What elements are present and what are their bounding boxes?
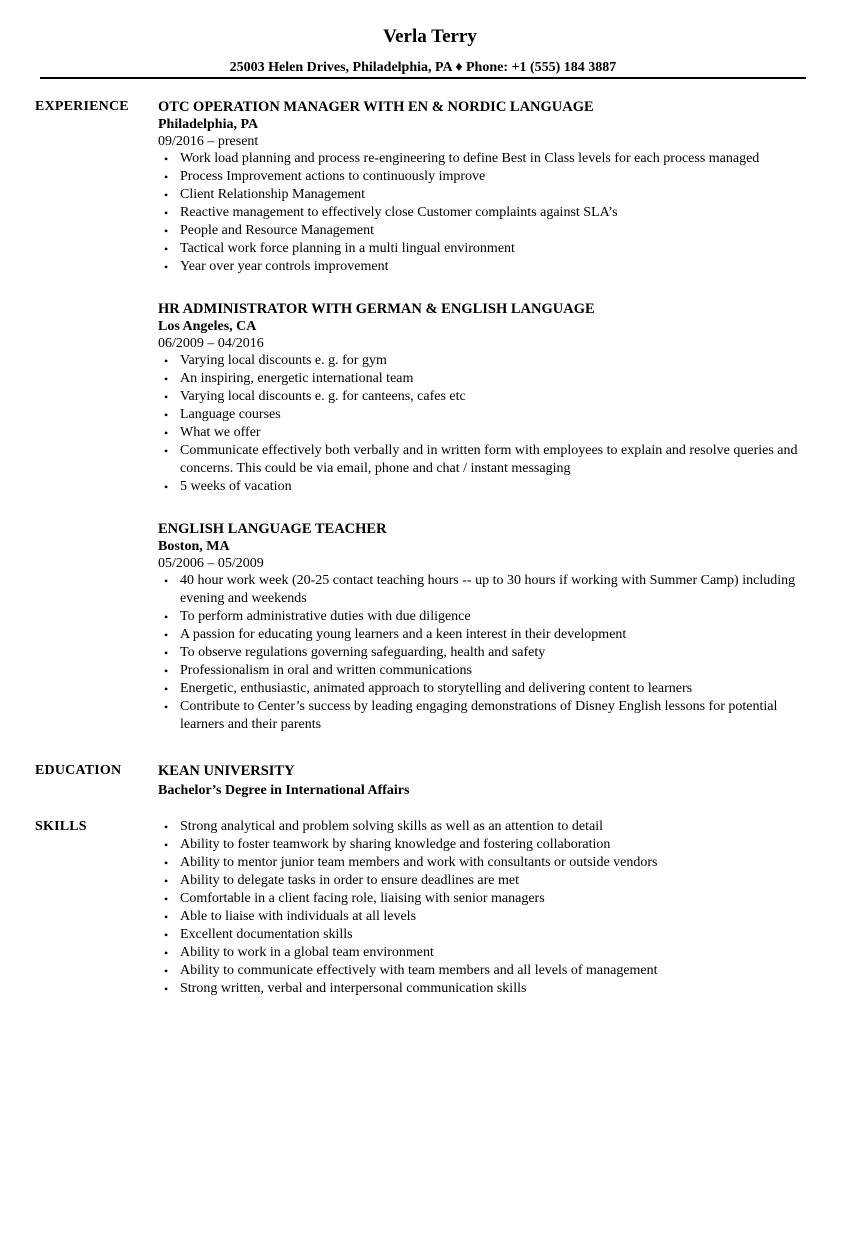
list-item: • A passion for educating young learners and a keen interest in their development [158, 626, 818, 644]
list-item: • Tactical work force planning in a multi lingual environment [158, 240, 818, 258]
degree-name: Bachelor’s Degree in International Affairs [158, 783, 410, 798]
list-item: • Contribute to Center’s success by leading engaging demonstrations of Disney English lessons for potential learners and their parents [158, 698, 818, 734]
job-bullets [158, 352, 818, 496]
job-bullets [158, 150, 818, 276]
list-item: • Energetic, enthusiastic, animated approach to storytelling and delivering content to learners [158, 680, 818, 698]
list-item: • What we offer [158, 424, 818, 442]
list-item: • Excellent documentation skills [158, 926, 818, 944]
list-item: • Language courses [158, 406, 818, 424]
list-item: • Work load planning and process re-engineering to define Best in Class levels for each process managed [158, 150, 818, 168]
experience-heading: EXPERIENCE [35, 99, 129, 114]
list-item: • Professionalism in oral and written communications [158, 662, 818, 680]
list-item: • Ability to foster teamwork by sharing knowledge and fostering collaboration [158, 836, 818, 854]
education-heading: EDUCATION [35, 763, 122, 778]
job-title: HR ADMINISTRATOR WITH GERMAN & ENGLISH LANGUAGE [158, 301, 595, 317]
header-divider [40, 77, 806, 79]
education-content [158, 762, 818, 800]
list-item: • Varying local discounts e. g. for gym [158, 352, 818, 370]
job-entry [158, 98, 818, 276]
job-location: Los Angeles, CA [158, 319, 257, 334]
job-entry [158, 300, 818, 496]
job-entry [158, 520, 818, 734]
skills-content [158, 818, 818, 998]
list-item: • Client Relationship Management [158, 186, 818, 204]
school-name: KEAN UNIVERSITY [158, 763, 295, 779]
list-item: • To observe regulations governing safeguarding, health and safety [158, 644, 818, 662]
list-item: • To perform administrative duties with due diligence [158, 608, 818, 626]
list-item: • Varying local discounts e. g. for canteens, cafes etc [158, 388, 818, 406]
list-item: • Strong written, verbal and interpersonal communication skills [158, 980, 818, 998]
job-dates: 09/2016 – present [158, 134, 259, 149]
candidate-name: Verla Terry [383, 26, 477, 47]
list-item: • Reactive management to effectively close Customer complaints against SLA’s [158, 204, 818, 222]
job-dates: 06/2009 – 04/2016 [158, 336, 264, 351]
job-dates: 05/2006 – 05/2009 [158, 556, 264, 571]
list-item: • Year over year controls improvement [158, 258, 818, 276]
list-item: • Able to liaise with individuals at all levels [158, 908, 818, 926]
list-item: • People and Resource Management [158, 222, 818, 240]
experience-content [158, 98, 818, 734]
contact-line: 25003 Helen Drives, Philadelphia, PA ♦ Phone: +1 (555) 184 3887 [229, 60, 617, 75]
job-location: Boston, MA [158, 539, 230, 554]
list-item: • 40 hour work week (20-25 contact teaching hours -- up to 30 hours if working with Summer Camp) including evening and weekends [158, 572, 818, 608]
skills-heading: SKILLS [35, 819, 87, 834]
job-title: OTC OPERATION MANAGER WITH EN & NORDIC LANGUAGE [158, 99, 594, 115]
list-item: • An inspiring, energetic international team [158, 370, 818, 388]
list-item: • Strong analytical and problem solving skills as well as an attention to detail [158, 818, 818, 836]
list-item: • Comfortable in a client facing role, liaising with senior managers [158, 890, 818, 908]
job-location: Philadelphia, PA [158, 117, 259, 132]
skills-list [158, 818, 818, 998]
list-item: • Ability to communicate effectively with team members and all levels of management [158, 962, 818, 980]
list-item: • Ability to mentor junior team members and work with consultants or outside vendors [158, 854, 818, 872]
list-item: • Process Improvement actions to continuously improve [158, 168, 818, 186]
list-item: • Communicate effectively both verbally and in written form with employees to explain and resolve queries and concerns. This could be via email, phone and chat / instant messaging [158, 442, 818, 478]
list-item: • 5 weeks of vacation [158, 478, 818, 496]
job-bullets [158, 572, 818, 734]
job-title: ENGLISH LANGUAGE TEACHER [158, 521, 387, 537]
list-item: • Ability to work in a global team environment [158, 944, 818, 962]
list-item: • Ability to delegate tasks in order to ensure deadlines are met [158, 872, 818, 890]
